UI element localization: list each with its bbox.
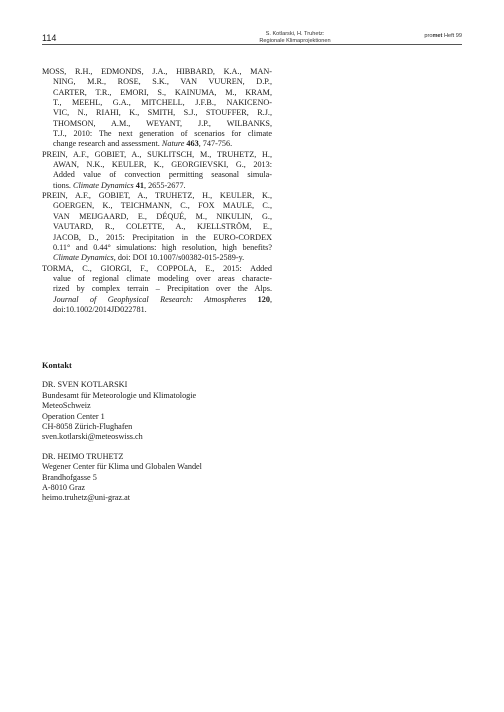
journal-issue: Heft 99 <box>442 33 462 39</box>
reference-line <box>42 150 272 160</box>
reference-volume: 120 <box>246 294 270 304</box>
contact-section <box>42 361 272 513</box>
reference-volume: 463 <box>184 139 199 149</box>
journal-name <box>424 33 462 39</box>
running-head-title: Regionale Klimaprojektionen <box>259 38 331 44</box>
reference-line <box>42 305 272 315</box>
reference-line <box>42 139 272 149</box>
reference-journal: Nature <box>161 139 185 149</box>
reference-text: T., MEEHL, G.A., MITCHELL, J.F.B., NAKICENO- <box>53 98 272 108</box>
reference-line <box>42 274 272 284</box>
reference-text: CARTER, T.R., EMORI, S., KAINUMA, M., KRAM, <box>53 87 272 97</box>
reference-line <box>42 212 272 222</box>
reference-text: Added value of convection permitting seasonal simula- <box>53 170 272 180</box>
reference-journal: Climate Dynamics <box>73 180 134 190</box>
header-rule <box>42 44 462 45</box>
contact-name: DR. HEIMO TRUHETZ <box>42 451 124 461</box>
contact-email[interactable]: heimo.truhetz@uni-graz.at <box>42 493 131 503</box>
reference-text: VIC, N., RIAHI, K., SMITH, S.J., STOUFFER, R.J., <box>53 108 272 118</box>
reference-text: change research and assessment. <box>53 139 162 149</box>
reference-entry <box>42 191 272 263</box>
reference-text: MOSS, R.H., EDMONDS, J.A., HIBBARD, K.A., MAN- <box>42 67 272 76</box>
contact-email[interactable]: sven.kotlarski@meteoswiss.ch <box>42 432 143 442</box>
reference-line <box>42 181 272 191</box>
reference-text: rized by complex terrain – Precipitation over the Alps. <box>53 284 272 294</box>
reference-line <box>42 160 272 170</box>
reference-entry <box>42 67 272 150</box>
reference-text: value of regional climate modeling over areas characte- <box>53 273 272 283</box>
reference-text: TORMA, C., GIORGI, F., COPPOLA, E., 2015: Added <box>42 263 272 273</box>
contact-address-line: MeteoSchweiz <box>42 401 91 411</box>
running-head <box>190 31 400 45</box>
reference-line <box>42 201 272 211</box>
reference-line <box>42 88 272 98</box>
reference-line <box>42 98 272 108</box>
reference-line <box>42 243 272 253</box>
reference-line <box>42 119 272 129</box>
reference-text: VAN MEIJGAARD, E., DÉQUÉ, M., NIKULIN, G., <box>53 211 272 221</box>
reference-line <box>42 253 272 263</box>
running-head-authors: S. Kotlarski, H. Truhetz: <box>265 31 325 37</box>
reference-text: doi:10.1002/2014JD022781. <box>53 304 147 314</box>
reference-text: , 2655-2677. <box>143 180 186 190</box>
reference-line <box>42 67 272 77</box>
reference-text: T.J., 2010: The next generation of scenarios for climate <box>53 129 272 139</box>
contact-addresses <box>42 380 272 503</box>
reference-text: , doi: DOI 10.1007/s00382-015-2589-y. <box>113 253 245 263</box>
reference-volume: 41 <box>133 180 144 190</box>
reference-line <box>42 191 272 201</box>
contact-address-line: Operation Center 1 <box>42 411 105 421</box>
reference-text: , 747-756. <box>198 139 233 149</box>
page-header <box>0 0 504 60</box>
reference-line <box>42 284 272 294</box>
journal-prefix: pro <box>424 33 433 39</box>
reference-line <box>42 77 272 87</box>
reference-line <box>42 170 272 180</box>
reference-text: 0.11° and 0.44° simulations: high resolution, high benefits? <box>53 242 272 252</box>
reference-text: JACOB, D., 2015: Precipitation in the EURO-CORDEX <box>53 232 272 242</box>
reference-text: tions. <box>53 180 74 190</box>
contact-address-line: Brandhofgasse 5 <box>42 472 97 482</box>
reference-text: AWAN, N.K., KEULER, K., GEORGIEVSKI, G., 2013: <box>53 160 272 170</box>
contact-address <box>42 380 272 442</box>
reference-text: PREIN, A.F., GOBIET, A., SUKLITSCH, M., TRUHETZ, H., <box>42 149 272 159</box>
journal-brand: met <box>432 33 443 39</box>
reference-text: VAUTARD, R., COLETTE, A., KJELLSTRÖM, E., <box>53 222 272 232</box>
reference-line <box>42 222 272 232</box>
reference-entry <box>42 264 272 316</box>
contact-address-line: Bundesamt für Meteorologie und Klimatologie <box>42 390 197 400</box>
contact-name: DR. SVEN KOTLARSKI <box>42 380 128 390</box>
reference-text: , <box>269 294 272 304</box>
contact-address <box>42 452 272 504</box>
reference-line <box>42 295 272 305</box>
contact-address-line: Wegener Center für Klima und Globalen Wandel <box>42 462 202 472</box>
reference-entry <box>42 150 272 191</box>
contact-address-line: CH-8058 Zürich-Flughafen <box>42 422 133 432</box>
reference-text: GOERGEN, K., TEICHMANN, C., FOX MAULE, C., <box>53 201 272 211</box>
reference-journal: Climate Dynamics <box>53 253 114 263</box>
contact-heading: Kontakt <box>42 361 72 370</box>
page-number: 114 <box>42 33 57 43</box>
reference-text: PREIN, A.F., GOBIET, A., TRUHETZ, H., KEULER, K., <box>42 191 272 201</box>
contact-address-line: A-8010 Graz <box>42 483 85 493</box>
reference-line <box>42 233 272 243</box>
reference-journal: Journal of Geophysical Research: Atmospheres <box>53 294 247 304</box>
reference-text: NING, M.R., ROSE, S.K., VAN VUUREN, D.P., <box>53 77 272 87</box>
reference-line <box>42 129 272 139</box>
reference-line <box>42 264 272 274</box>
reference-line <box>42 108 272 118</box>
reference-text: THOMSON, A.M., WEYANT, J.P., WILBANKS, <box>53 118 272 128</box>
reference-list <box>42 67 272 315</box>
